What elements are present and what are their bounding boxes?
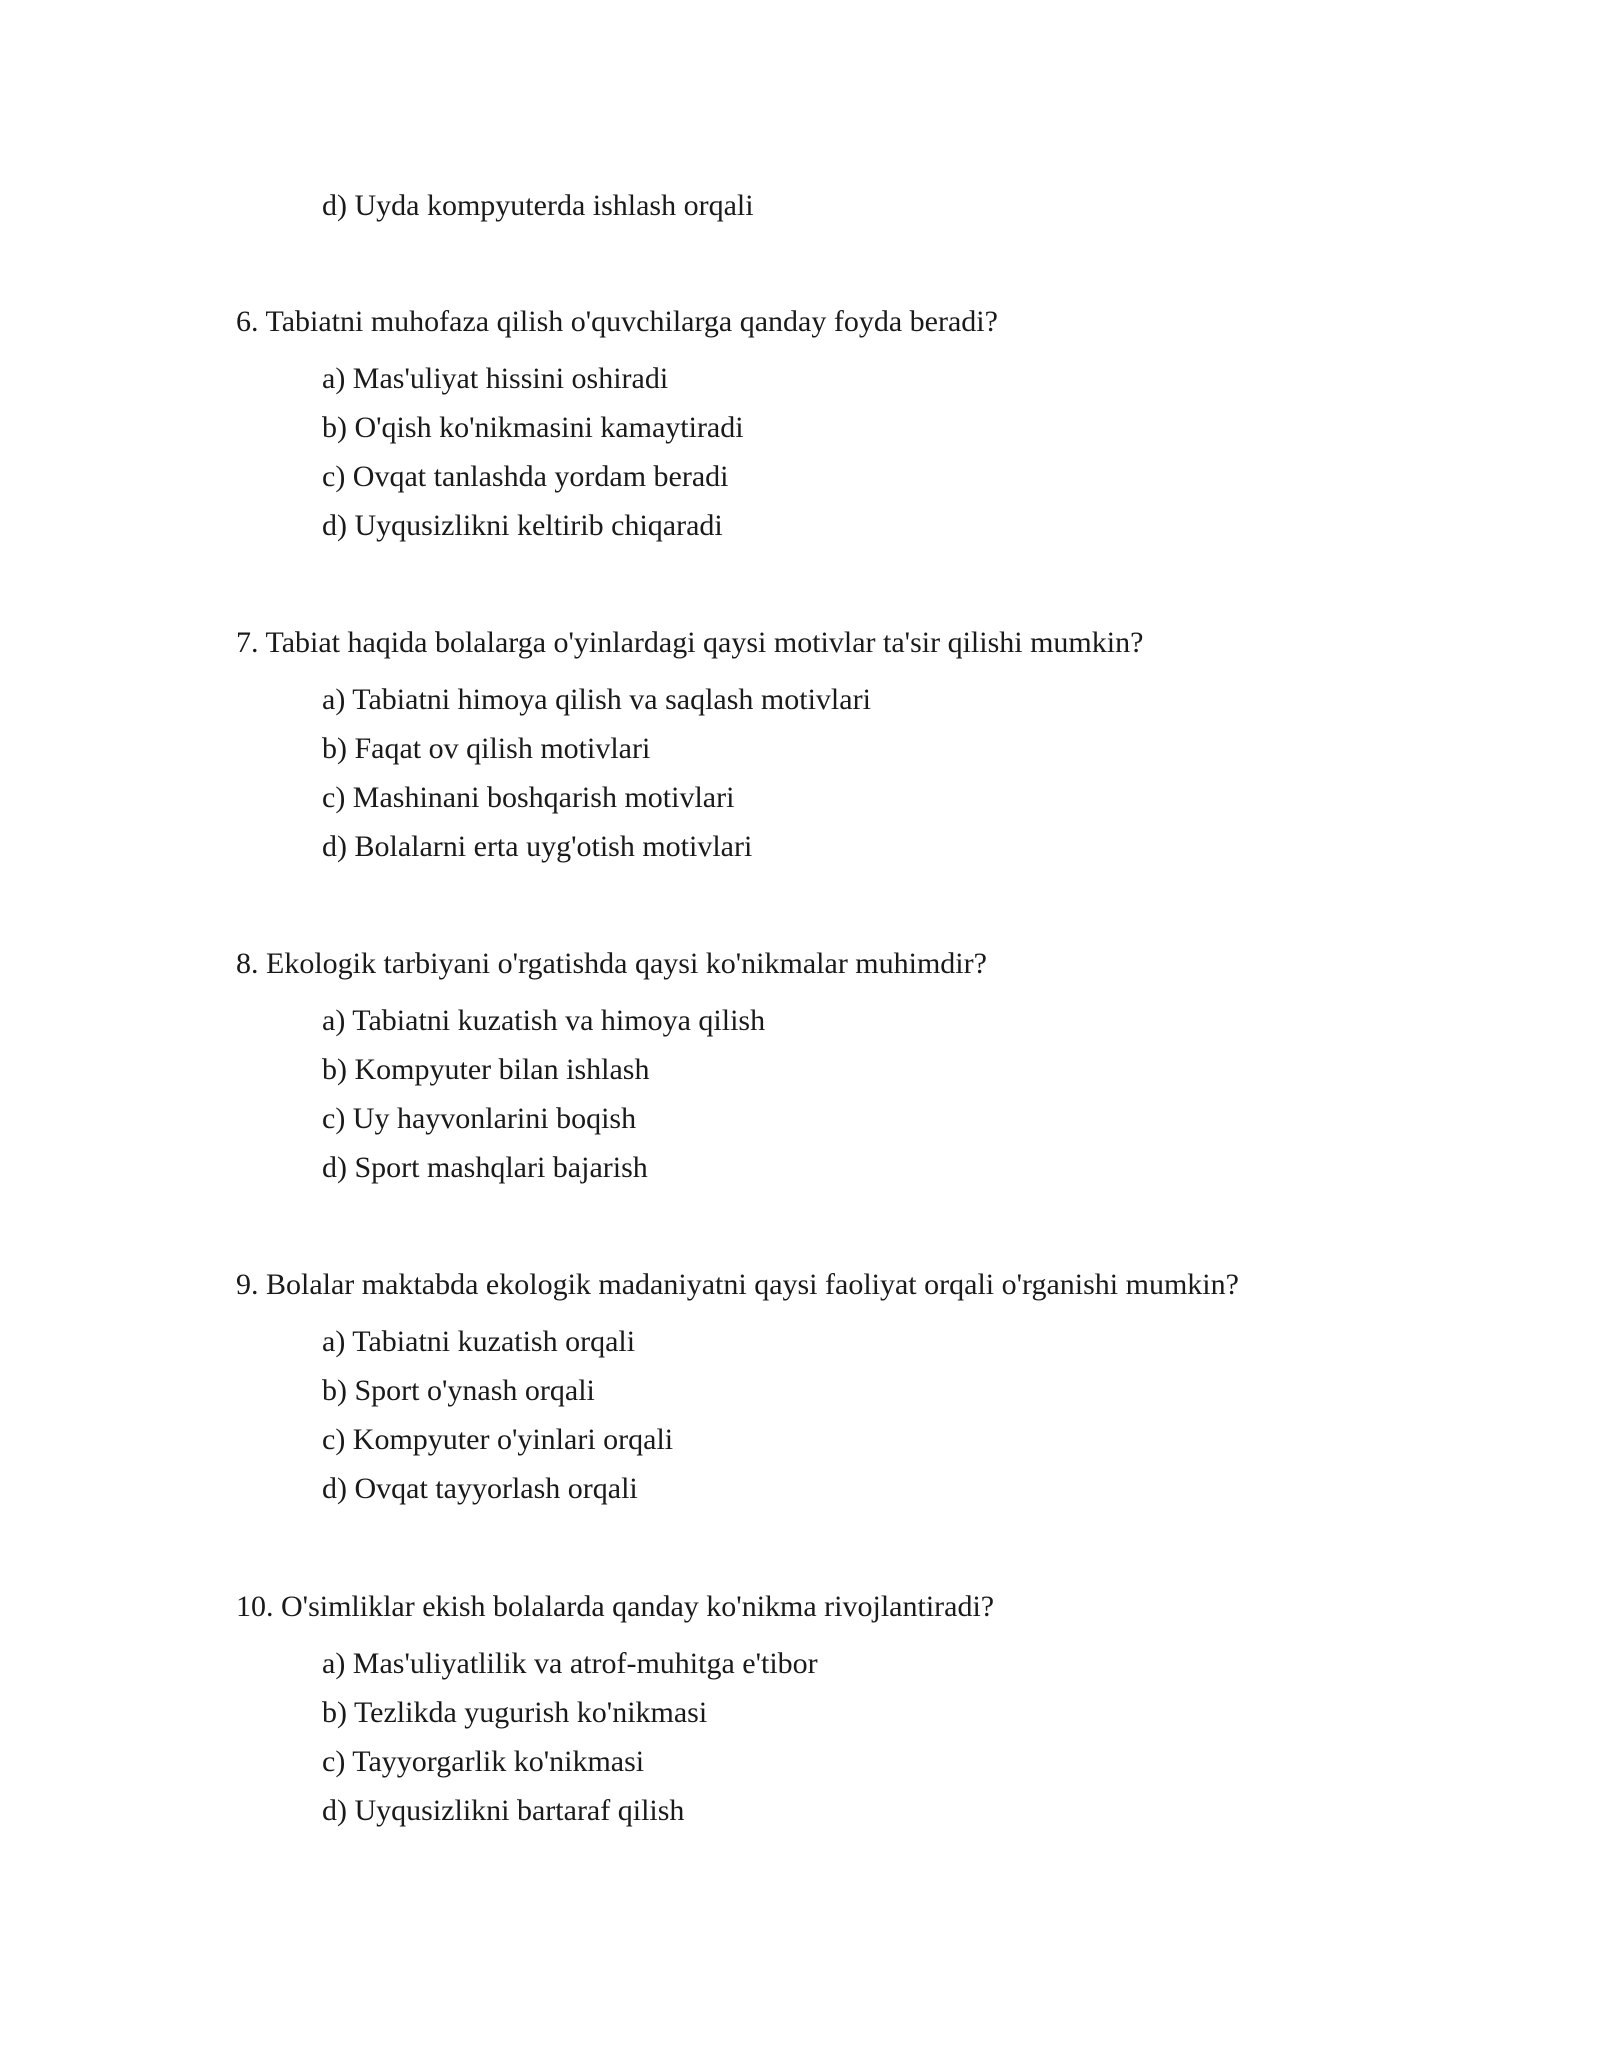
option-d: d) Sport mashqlari bajarish: [322, 1151, 648, 1184]
option-d: d) Uyqusizlikni keltirib chiqaradi: [322, 509, 723, 542]
question-10: 10. O'simliklar ekish bolalarda qanday ko'nikma rivojlantiradi?: [236, 1590, 995, 1623]
option-c: c) Mashinani boshqarish motivlari: [322, 781, 735, 814]
option-d: d) Ovqat tayyorlash orqali: [322, 1472, 638, 1505]
option-b: b) Faqat ov qilish motivlari: [322, 732, 651, 765]
option-a: a) Tabiatni himoya qilish va saqlash motivlari: [322, 683, 871, 716]
option-a: a) Tabiatni kuzatish orqali: [322, 1325, 636, 1358]
question-7: 7. Tabiat haqida bolalarga o'yinlardagi qaysi motivlar ta'sir qilishi mumkin?: [236, 626, 1144, 659]
option-c: c) Uy hayvonlarini boqish: [322, 1102, 637, 1135]
option-b: b) Kompyuter bilan ishlash: [322, 1053, 650, 1086]
option-a: a) Tabiatni kuzatish va himoya qilish: [322, 1004, 766, 1037]
option-c: c) Tayyorgarlik ko'nikmasi: [322, 1745, 645, 1778]
option-b: b) O'qish ko'nikmasini kamaytiradi: [322, 411, 744, 444]
option-d: d) Uyqusizlikni bartaraf qilish: [322, 1794, 685, 1827]
option-a: a) Mas'uliyatlilik va atrof-muhitga e'tibor: [322, 1647, 818, 1680]
question-9: 9. Bolalar maktabda ekologik madaniyatni qaysi faoliyat orqali o'rganishi mumkin?: [236, 1268, 1239, 1301]
option-d: d) Uyda kompyuterda ishlash orqali: [322, 189, 754, 222]
question-8: 8. Ekologik tarbiyani o'rgatishda qaysi ko'nikmalar muhimdir?: [236, 947, 987, 980]
option-b: b) Sport o'ynash orqali: [322, 1374, 595, 1407]
option-d: d) Bolalarni erta uyg'otish motivlari: [322, 830, 753, 863]
option-c: c) Ovqat tanlashda yordam beradi: [322, 460, 729, 493]
option-c: c) Kompyuter o'yinlari orqali: [322, 1423, 674, 1456]
question-6: 6. Tabiatni muhofaza qilish o'quvchilarga qanday foyda beradi?: [236, 305, 998, 338]
option-b: b) Tezlikda yugurish ko'nikmasi: [322, 1696, 708, 1729]
option-a: a) Mas'uliyat hissini oshiradi: [322, 362, 669, 395]
